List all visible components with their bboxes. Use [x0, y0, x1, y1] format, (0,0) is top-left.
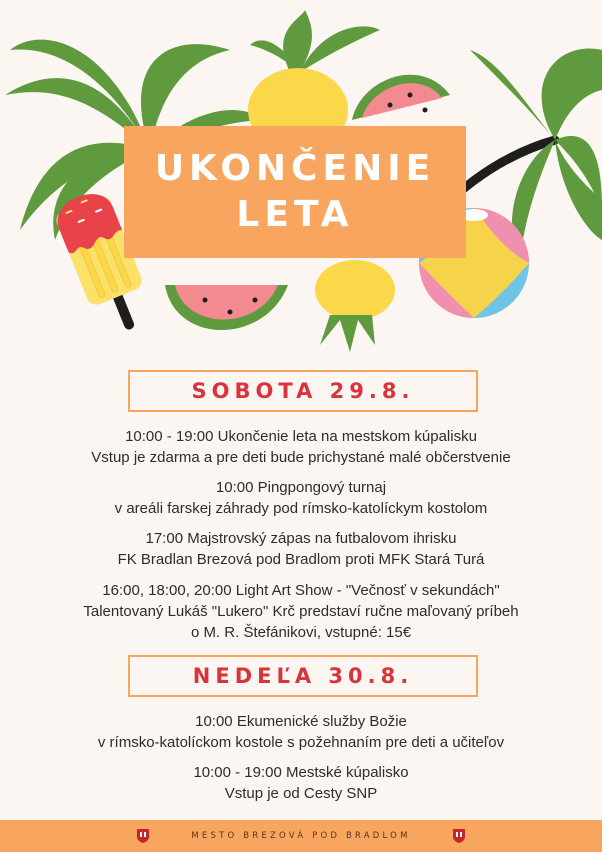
title-banner [124, 126, 466, 258]
event-title: 10:00 - 19:00 Ukončenie leta na mestskom kúpalisku [125, 428, 477, 445]
event-title: 10:00 Pingpongový turnaj [215, 479, 387, 496]
title-line-2: LETA [236, 194, 354, 235]
title-line-1: UKONČENIE [154, 148, 436, 189]
watermelon-icon [352, 75, 450, 120]
event-saturday-4 [0, 580, 602, 643]
footer-text: MESTO BREZOVÁ POD BRADLOM [191, 831, 411, 841]
footer [0, 820, 602, 852]
event-title: 10:00 Ekumenické služby Božie [195, 713, 407, 730]
watermelon-slice-icon [165, 285, 288, 330]
event-detail: Talentovaný Lukáš "Lukero" Krč predstaví ručne maľovaný príbeh [83, 603, 519, 620]
saturday-heading: SOBOTA 29.8. [128, 370, 478, 412]
event-detail: Vstup je od Cesty SNP [224, 785, 378, 802]
coat-of-arms-icon [137, 829, 149, 843]
event-title: 16:00, 18:00, 20:00 Light Art Show - "Večnosť v sekundách" [102, 582, 500, 599]
event-detail: FK Bradlan Brezová pod Bradlom proti MFK Stará Turá [117, 551, 485, 568]
event-sunday-1 [0, 711, 602, 753]
event-title: 10:00 - 19:00 Mestské kúpalisko [193, 764, 409, 781]
event-detail: Vstup je zdarma a pre deti bude prichystané malé občerstvenie [91, 449, 511, 466]
event-title: 17:00 Majstrovský zápas na futbalovom ihrisku [145, 530, 457, 547]
event-detail: v areáli farskej záhrady pod rímsko-katolíckym kostolom [114, 500, 488, 517]
event-saturday-2 [0, 477, 602, 519]
coat-of-arms-icon [453, 829, 465, 843]
event-saturday-1 [0, 426, 602, 468]
event-sunday-2 [0, 762, 602, 804]
event-detail: o M. R. Štefánikovi, vstupné: 15€ [190, 624, 412, 641]
sunday-heading: NEDEĽA 30.8. [128, 655, 478, 697]
event-detail: v rímsko-katolíckom kostole s požehnaním pre deti a učiteľov [97, 734, 505, 751]
event-saturday-3 [0, 528, 602, 570]
